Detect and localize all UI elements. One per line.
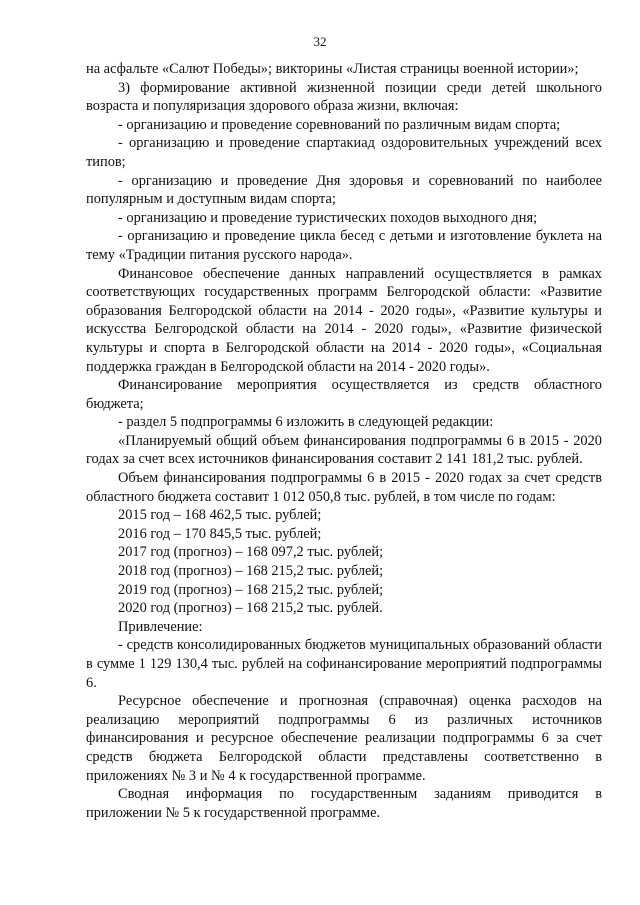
year-line: 2020 год (прогноз) – 168 215,2 тыс. рублей. (118, 600, 383, 617)
list-item: - средств консолидированных бюджетов муниципальных образований области в сумме 1 129 130,4 тыс. рублей на софинансирование мероприятий подпрограммы 6. (86, 637, 602, 691)
paragraph: Сводная информация по государственным заданиям приводится в приложении № 5 к государственной программе. (86, 786, 602, 821)
paragraph: Привлечение: (118, 618, 203, 635)
year-line: 2017 год (прогноз) – 168 097,2 тыс. рублей; (118, 544, 384, 561)
paragraph: Объем финансирования подпрограммы 6 в 2015 - 2020 годах за счет средств областного бюджета составит 1 012 050,8 тыс. рублей, в том числе по годам: (86, 470, 602, 505)
page-number: 32 (313, 34, 327, 49)
year-line: 2016 год – 170 845,5 тыс. рублей; (118, 525, 322, 542)
list-item: - организацию и проведение Дня здоровья и соревнований по наиболее популярным и доступным видам спорта; (86, 172, 602, 208)
paragraph: «Планируемый общий объем финансирования подпрограммы 6 в 2015 - 2020 годах за счет всех источников финансирования составит 2 141 181,2 тыс. рублей. (86, 432, 602, 468)
paragraph: - раздел 5 подпрограммы 6 изложить в следующей редакции: (118, 414, 494, 431)
paragraph: Ресурсное обеспечение и прогнозная (справочная) оценка расходов на реализацию мероприятий подпрограммы 6 из различных источников финансирования и ресурсное обеспечение реализации подпрограммы 6 за счет средств бюджета Белгородской области представлены соответственно в приложениях № 3 и № 4 к государственной программе. (86, 693, 602, 784)
list-item: - организацию и проведение цикла бесед с детьми и изготовление буклета на тему «Традиции питания русского народа». (86, 228, 602, 263)
list-item: - организацию и проведение туристических походов выходного дня; (118, 209, 538, 226)
year-line: 2015 год – 168 462,5 тыс. рублей; (118, 507, 322, 524)
year-line: 2019 год (прогноз) – 168 215,2 тыс. рублей; (118, 581, 384, 598)
paragraph: 3) формирование активной жизненной позиции среди детей школьного возраста и популяризация здорового образа жизни, включая: (86, 79, 602, 115)
paragraph: на асфальте «Салют Победы»; викторины «Листая страницы военной истории»; (86, 61, 579, 77)
paragraph: Финансирование мероприятия осуществляется из средств областного бюджета; (86, 377, 602, 412)
list-item: - организацию и проведение соревнований по различным видам спорта; (118, 116, 561, 133)
document-body (86, 60, 602, 822)
year-line: 2018 год (прогноз) – 168 215,2 тыс. рублей; (118, 563, 384, 580)
list-item: - организацию и проведение спартакиад оздоровительных учреждений всех типов; (86, 135, 602, 170)
paragraph: Финансовое обеспечение данных направлений осуществляется в рамках соответствующих государственных программ Белгородской области: «Развитие образования Белгородской области на 2014 - 2020 годы», «Развитие культуры и искусства Белгородской области на 2014 - 2020 годы», «Развитие физической культуры и спорта в Белгородской области на 2014 - 2020 годы», «Социальная поддержка граждан в Белгородской области на 2014 - 2020 годы». (86, 265, 602, 375)
